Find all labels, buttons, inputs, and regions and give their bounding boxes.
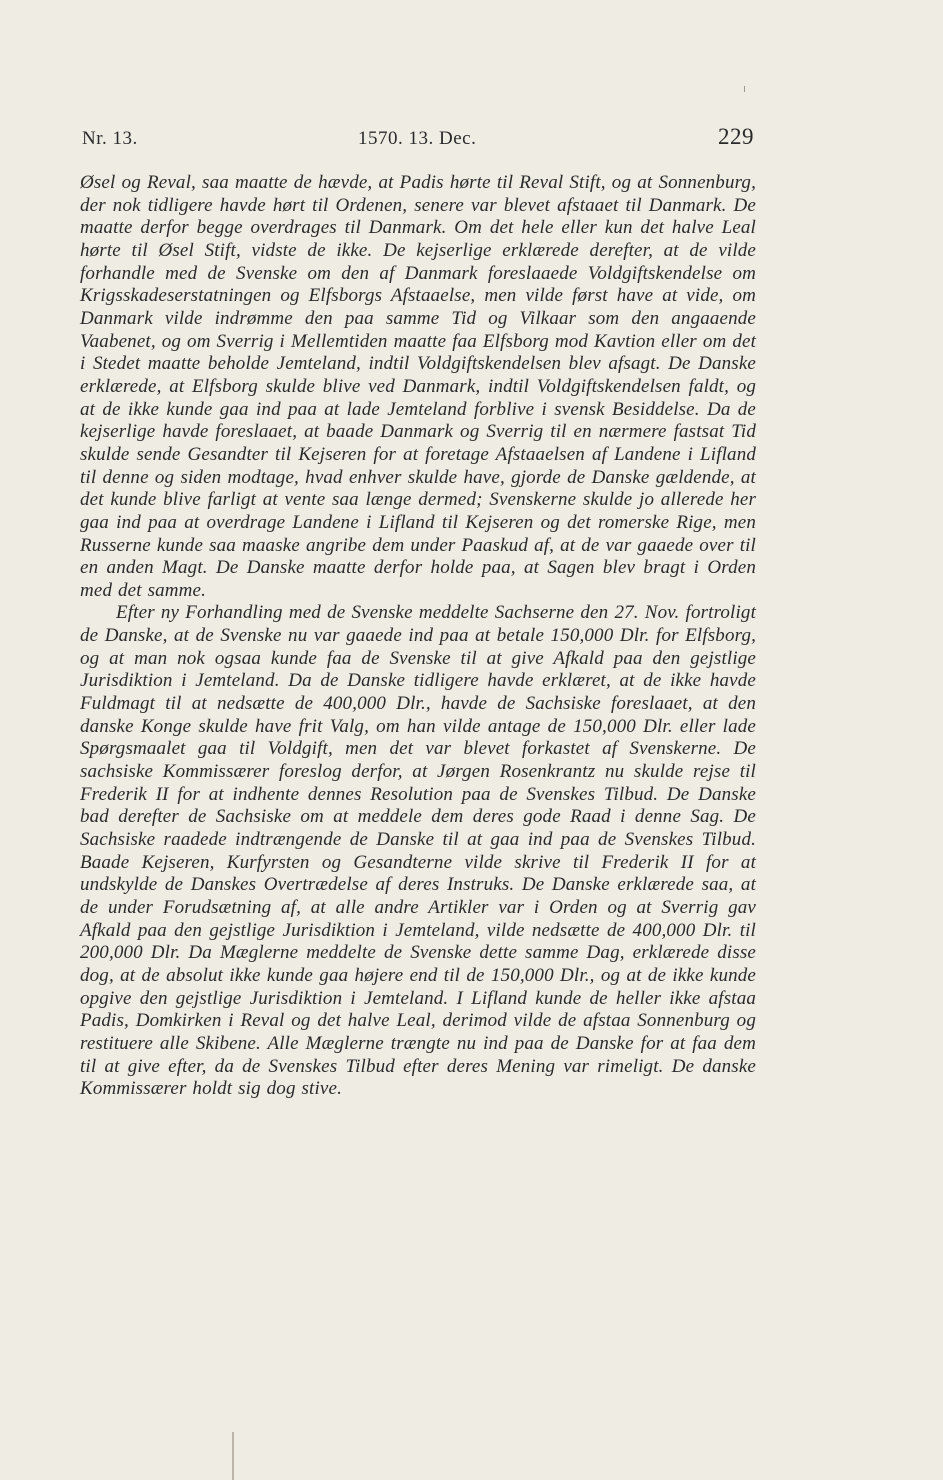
paragraph-1: Øsel og Reval, saa maatte de hævde, at Padis hørte til Reval Stift, og at Sonnenburg, der nok tidligere havde hørt til Ordenen, senere var blevet afstaaet til Danmark. De maatte derfor begge overdrages til Danmark. Om det hele eller kun det halve Leal hørte til Øsel Stift, vidste de ikke. De kejserlige erklærede derefter, at de vilde forhandle med de Svenske om den af Danmark foreslaaede Voldgiftskendelse om Krigsskadeserstatningen og Elfsborgs Afstaaelse, men vilde først have at vide, om Danmark vilde indrømme den paa samme Tid og Vilkaar som den angaaende Vaabenet, og om Sverrig i Mellemtiden maatte faa Elfsborg mod Kavtion eller om det i Stedet maatte beholde Jemteland, indtil Voldgiftskendelsen blev afsagt. De Danske erklærede, at Elfsborg skulde blive ved Danmark, indtil Voldgiftskendelsen faldt, og at de ikke kunde gaa ind paa at lade Jemteland forblive i svensk Besiddelse. Da de kejserlige havde foreslaaet, at baade Danmark og Sverrig til en nærmere fastsat Tid skulde sende Gesandter til Kejseren for at foretage Afstaaelsen af Landene i Lifland til denne og siden modtage, hvad enhver skulde have, gjorde de Danske gældende, at det kunde blive farligt at vente saa længe dermed; Svenskerne skulde jo allerede her gaa ind paa at overdrage Landene i Lifland til Kejseren og det romerske Rige, men Russerne kunde saa maaske angribe dem under Paaskud af, at de var gaaede over til en anden Magt. De Danske maatte derfor holde paa, at Sagen blev bragt i Orden med det samme.	[80, 172, 756, 601]
body-text	[80, 172, 756, 1101]
binding-edge-mark	[232, 1432, 234, 1480]
scan-mark	[744, 86, 745, 92]
document-number: Nr. 13.	[82, 128, 138, 149]
paragraph-2: Efter ny Forhandling med de Svenske meddelte Sachserne den 27. Nov. fortroligt de Danske, at de Svenske nu var gaaede ind paa at betale 150,000 Dlr. for Elfsborg, og at man nok ogsaa kunde faa de Svenske til at give Afkald paa den gejstlige Jurisdiktion i Jemteland. Da de Danske tidligere havde erklæret, at de ikke havde Fuldmagt til at nedsætte de 400,000 Dlr., havde de Sachsiske foreslaaet, at den danske Konge skulde have frit Valg, om han vilde antage de 150,000 Dlr. eller lade Spørgsmaalet gaa til Voldgift, men det var blevet forkastet af Svenskerne. De sachsiske Kommissærer foreslog derfor, at Jørgen Rosenkrantz nu skulde rejse til Frederik II for at indhente dennes Resolution paa de Svenskes Tilbud. De Danske bad derefter de Sachsiske om at meddele dem deres gode Raad i denne Sag. De Sachsiske raadede indtrængende de Danske til at gaa ind paa de Svenskes Tilbud. Baade Kejseren, Kurfyrsten og Gesandterne vilde skrive til Frederik II for at undskylde de Danskes Overtrædelse af deres Instruks. De Danske erklærede saa, at de under Forudsætning af, at alle andre Artikler var i Orden og at Sverrig gav Afkald paa den gejstlige Jurisdiktion i Jemteland, vilde nedsætte de 400,000 Dlr. til 200,000 Dlr. Da Mæglerne meddelte de Svenske dette samme Dag, erklærede disse dog, at de absolut ikke kunde gaa højere end til de 150,000 Dlr., og at de ikke kunde opgive den gejstlige Jurisdiktion i Jemteland. I Lifland kunde de heller ikke afstaa Padis, Domkirken i Reval og det halve Leal, derimod vilde de afstaa Sonnenburg og restituere alle Skibene. Alle Mæglerne trængte nu ind paa de Danske for at faa dem til at give efter, da de Svenskes Tilbud efter deres Mening var rimeligt. De danske Kommissærer holdt sig dog stive.	[80, 602, 756, 1100]
page-number: 229	[718, 124, 754, 149]
document-date: 1570. 13. Dec.	[358, 128, 477, 149]
running-header	[82, 124, 754, 154]
